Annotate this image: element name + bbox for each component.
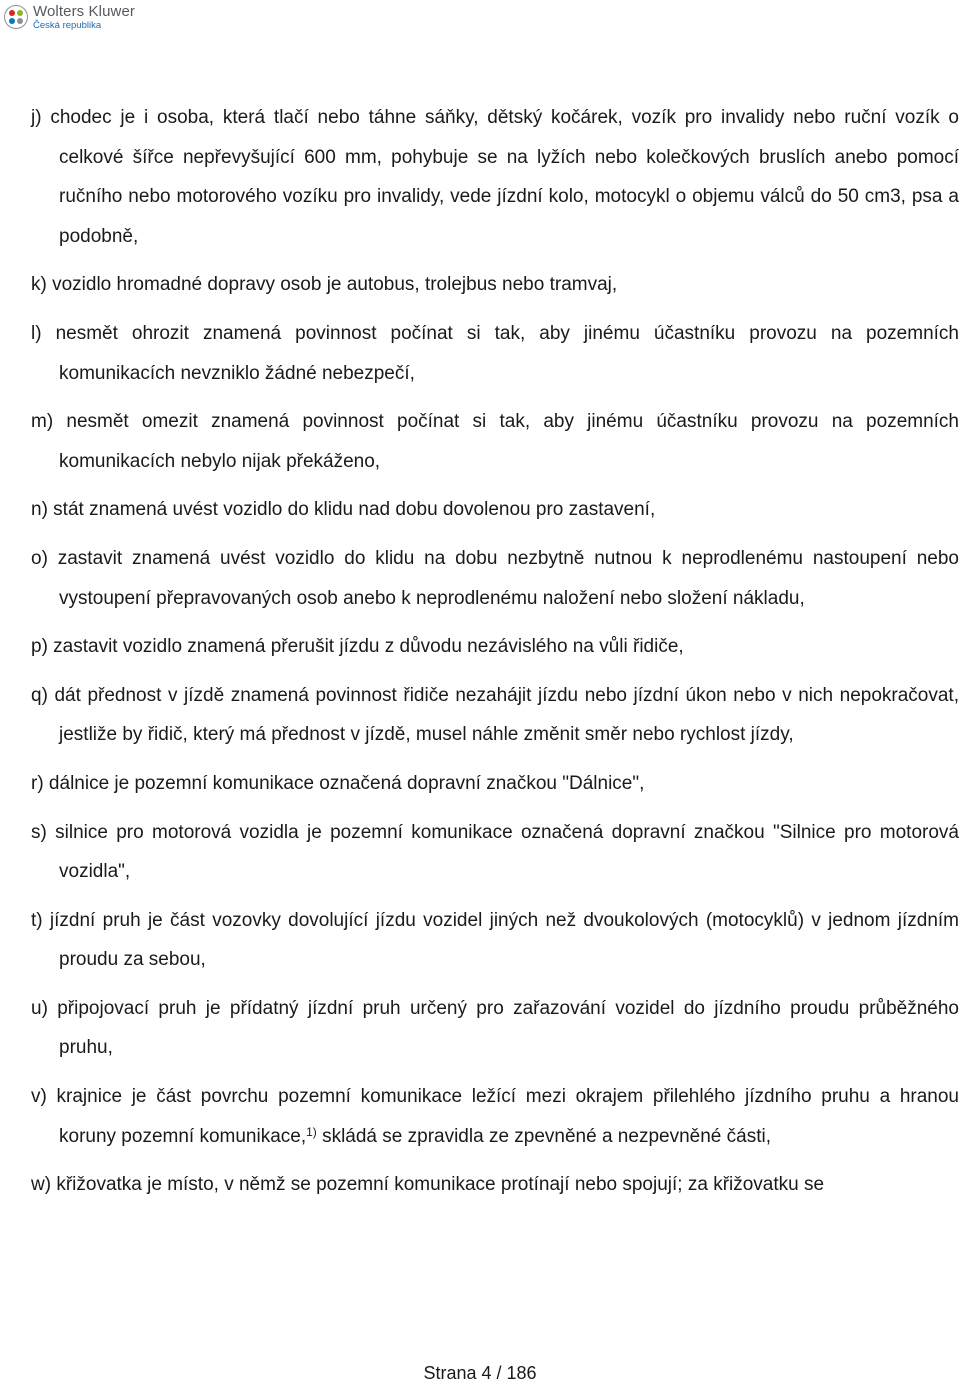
page-number: Strana 4 / 186: [423, 1363, 537, 1383]
definition-item-v-text: v) krajnice je část povrchu pozemní komunikace ležící mezi okrajem přilehlého jízdního pruhu a hranou koruny pozemní komunikace,: [31, 1086, 959, 1147]
definition-item-l: l) nesmět ohrozit znamená povinnost počínat si tak, aby jinému účastníku provozu na pozemních komunikacích nevzniklo žádné nebezpečí,: [31, 322, 959, 384]
publisher-logo: [4, 4, 135, 31]
definition-item-w: w) křižovatka je místo, v němž se pozemní komunikace protínají nebo spojují; za křižovatku se: [31, 1174, 825, 1196]
definition-item-v-text-cont: skládá se zpravidla ze zpevněné a nezpevněné části,: [316, 1125, 771, 1147]
definition-item-s: s) silnice pro motorová vozidla je pozemní komunikace označená dopravní značkou "Silnice pro motorová vozidla",: [31, 821, 959, 883]
wolters-kluwer-logo-icon: [4, 5, 28, 29]
footnote-reference[interactable]: 1): [306, 1124, 317, 1139]
logo-subtitle: Česká republika: [33, 20, 102, 31]
definition-item-q: q) dát přednost v jízdě znamená povinnost řidiče nezahájit jízdu nebo jízdní úkon nebo v nich nepokračovat, jestliže by řidič, který má přednost v jízdě, musel náhle změnit směr nebo rychlost jízdy,: [31, 684, 959, 746]
definition-item-v: [31, 1077, 959, 1156]
definition-item-m: m) nesmět omezit znamená povinnost počínat si tak, aby jinému účastníku provozu na pozemních komunikacích nebylo nijak překáženo,: [31, 411, 959, 472]
definition-item-n: n) stát znamená uvést vozidlo do klidu nad dobu dovolenou pro zastavení,: [31, 499, 656, 521]
definition-item-o: o) zastavit znamená uvést vozidlo do klidu na dobu nezbytně nutnou k neprodlenému nastoupení nebo vystoupení přepravovaných osob anebo k neprodlenému naložení nebo složení nákladu,: [31, 547, 959, 609]
definition-item-u: u) připojovací pruh je přídatný jízdní pruh určený pro zařazování vozidel do jízdního proudu průběžného pruhu,: [31, 997, 959, 1059]
document-body: [31, 98, 959, 1214]
definition-item-p: p) zastavit vozidlo znamená přerušit jízdu z důvodu nezávislého na vůli řidiče,: [31, 636, 684, 658]
logo-name: Wolters Kluwer: [33, 3, 135, 20]
definition-item-k: k) vozidlo hromadné dopravy osob je autobus, trolejbus nebo tramvaj,: [31, 274, 618, 296]
definition-item-j: j) chodec je i osoba, která tlačí nebo táhne sáňky, dětský kočárek, vozík pro invalidy nebo ruční vozík o celkové šířce nepřevyšující 600 mm, pohybuje se na lyžích nebo kolečkových bruslích anebo pomocí ručního nebo motorového vozíku pro invalidy, vede jízdní kolo, motocykl o objemu válců do 50 cm3, psa a podobně,: [31, 107, 959, 247]
definition-item-r: r) dálnice je pozemní komunikace označená dopravní značkou "Dálnice",: [31, 772, 645, 794]
definition-item-t: t) jízdní pruh je část vozovky dovolující jízdu vozidel jiných než dvoukolových (motocyklů) v jednom jízdním proudu za sebou,: [31, 909, 959, 971]
